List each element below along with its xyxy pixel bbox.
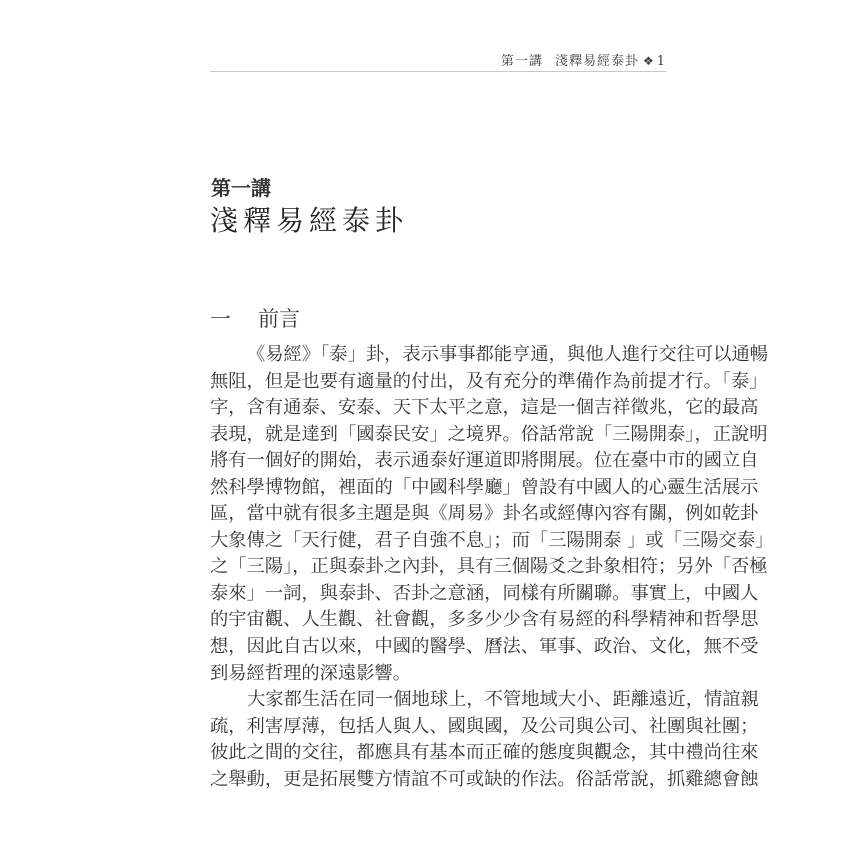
- text-line: 無阻，但是也要有適量的付出，及有充分的準備作為前提才行。「泰」: [210, 370, 768, 392]
- body-text: [210, 342, 774, 793]
- text-line: 之「三陽」，正與泰卦之內卦，具有三個陽爻之卦象相符；另外「否極: [210, 556, 768, 578]
- text-line: 彼此之間的交往，都應具有基本而正確的態度與觀念，其中禮尚往來: [210, 742, 759, 764]
- text-line: 泰來」一詞，與泰卦、否卦之意涵，同樣有所關聯。事實上，中國人: [210, 582, 759, 604]
- text-line: 之舉動，更是拓展雙方情誼不可或缺的作法。俗話常說，抓雞總會蝕: [210, 768, 759, 790]
- text-line: 到易經哲理的深遠影響。: [210, 662, 412, 684]
- text-line: 想，因此自古以來，中國的醫學、曆法、軍事、政治、文化，無不受: [210, 636, 759, 658]
- text-line: 然科學博物館，裡面的「中國科學廳」曾設有中國人的心靈生活展示: [210, 476, 759, 498]
- text-line: 《易經》「泰」卦，表示事事都能亨通，與他人進行交往可以通暢: [247, 344, 769, 365]
- page-number: 1: [656, 54, 666, 69]
- chapter-title: 淺釋易經泰卦: [210, 204, 409, 237]
- text-line: 大象傳之「天行健，君子自強不息」；而「三陽開泰 」或「三陽交泰」: [210, 529, 774, 551]
- text-line: 大家都生活在同一個地球上，不管地域大小、距離遠近，情誼親: [247, 689, 759, 711]
- chapter-label: 第一講: [211, 176, 271, 200]
- text-line: 字，含有通泰、安泰、天下太平之意，這是一個吉祥徵兆，它的最高: [210, 397, 759, 419]
- section-number: 一: [210, 307, 231, 331]
- running-header-chapter: 第一講: [500, 54, 543, 69]
- section-heading: [210, 303, 300, 333]
- text-line: 將有一個好的開始，表示通泰好運道即將開展。位在臺中市的國立自: [210, 450, 759, 472]
- running-header-title: 淺釋易經泰卦: [554, 54, 639, 69]
- text-line: 的宇宙觀、人生觀、社會觀，多多少少含有易經的科學精神和哲學思: [210, 609, 759, 631]
- section-title: 前言: [258, 307, 300, 331]
- ornament-icon: ❖: [642, 54, 655, 68]
- paragraph: [210, 342, 774, 687]
- text-line: 區，當中就有很多主題是與《周易》卦名或經傳內容有關，例如乾卦: [210, 503, 759, 525]
- header-rule: [210, 71, 666, 72]
- text-line: 疏，利害厚薄，包括人與人、國與國，及公司與公司、社團與社團；: [210, 715, 759, 737]
- paragraph: [210, 687, 759, 793]
- running-header: [210, 50, 666, 70]
- text-line: 表現，就是達到「國泰民安」之境界。俗話常說「三陽開泰」，正說明: [210, 423, 768, 445]
